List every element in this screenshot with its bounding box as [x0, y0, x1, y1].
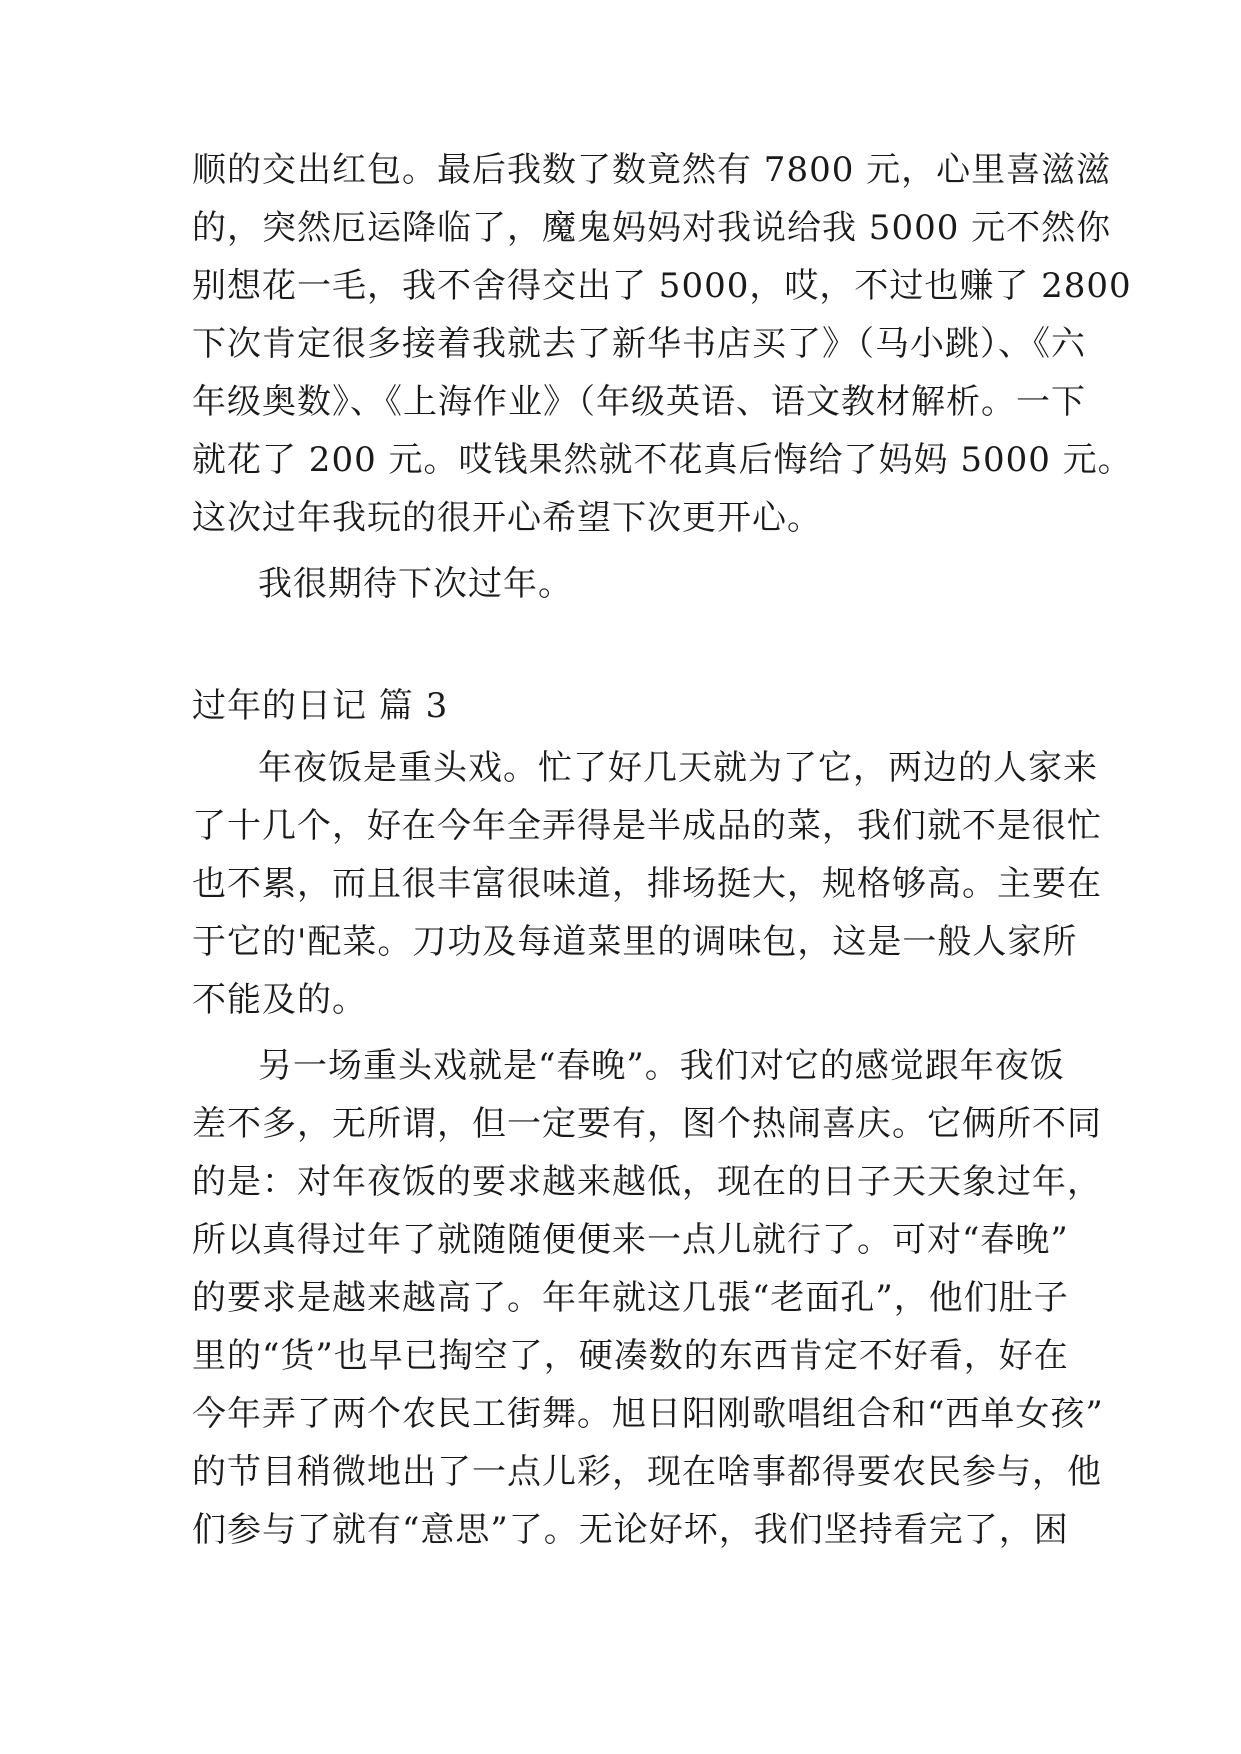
paragraph-line: 们参与了就有“意思”了。无论好坏，我们坚持看完了，困 [192, 1510, 1069, 1550]
paragraph-line: 了十几个，好在今年全弄得是半成品的菜，我们就不是很忙 [192, 806, 1102, 846]
paragraph-line: 别想花一毛，我不舍得交出了 5000，哎，不过也赚了 2800 [192, 266, 1132, 306]
paragraph-line: 不能及的。 [192, 980, 367, 1020]
paragraph-line: 的节目稍微地出了一点儿彩，现在啥事都得要农民参与，他 [192, 1452, 1102, 1492]
paragraph-line: 另一场重头戏就是“春晚”。我们对它的感觉跟年夜饭 [258, 1046, 1065, 1086]
paragraph-line: 的是：对年夜饭的要求越来越低，现在的日子天天象过年， [192, 1162, 1102, 1202]
paragraph-line: 的，突然厄运降临了，魔鬼妈妈对我说给我 5000 元不然你 [192, 208, 1112, 248]
section-title: 过年的日记 篇 3 [192, 686, 449, 726]
paragraph-line: 就花了 200 元。哎钱果然就不花真后悔给了妈妈 5000 元。 [192, 440, 1133, 480]
paragraph-line: 顺的交出红包。最后我数了数竟然有 7800 元，心里喜滋滋 [192, 150, 1112, 190]
paragraph-line: 今年弄了两个农民工街舞。旭日阳刚歌唱组合和“西单女孩” [192, 1394, 1104, 1434]
paragraph-line: 年夜饭是重头戏。忙了好几天就为了它，两边的人家来 [258, 748, 1098, 788]
paragraph-line: 的要求是越来越高了。年年就这几張“老面孔”，他们肚子 [192, 1278, 1069, 1318]
paragraph-line: 也不累，而且很丰富很味道，排场挺大，规格够高。主要在 [192, 864, 1102, 904]
paragraph-line: 所以真得过年了就随随便便来一点儿就行了。可对“春晚” [192, 1220, 1069, 1260]
paragraph-line: 于它的'配菜。刀功及每道菜里的调味包，这是一般人家所 [192, 922, 1078, 962]
paragraph-line: 里的“货”也早已掏空了，硬凑数的东西肯定不好看，好在 [192, 1336, 1069, 1376]
paragraph-line: 下次肯定很多接着我就去了新华书店买了》（马小跳）、《六 [192, 324, 1086, 364]
paragraph-line: 年级奥数》、《上海作业》（年级英语、语文教材解析。一下 [192, 382, 1086, 422]
paragraph-line: 我很期待下次过年。 [258, 564, 573, 604]
paragraph-line: 差不多，无所谓，但一定要有，图个热闹喜庆。它俩所不同 [192, 1104, 1102, 1144]
paragraph-line: 这次过年我玩的很开心希望下次更开心。 [192, 498, 822, 538]
